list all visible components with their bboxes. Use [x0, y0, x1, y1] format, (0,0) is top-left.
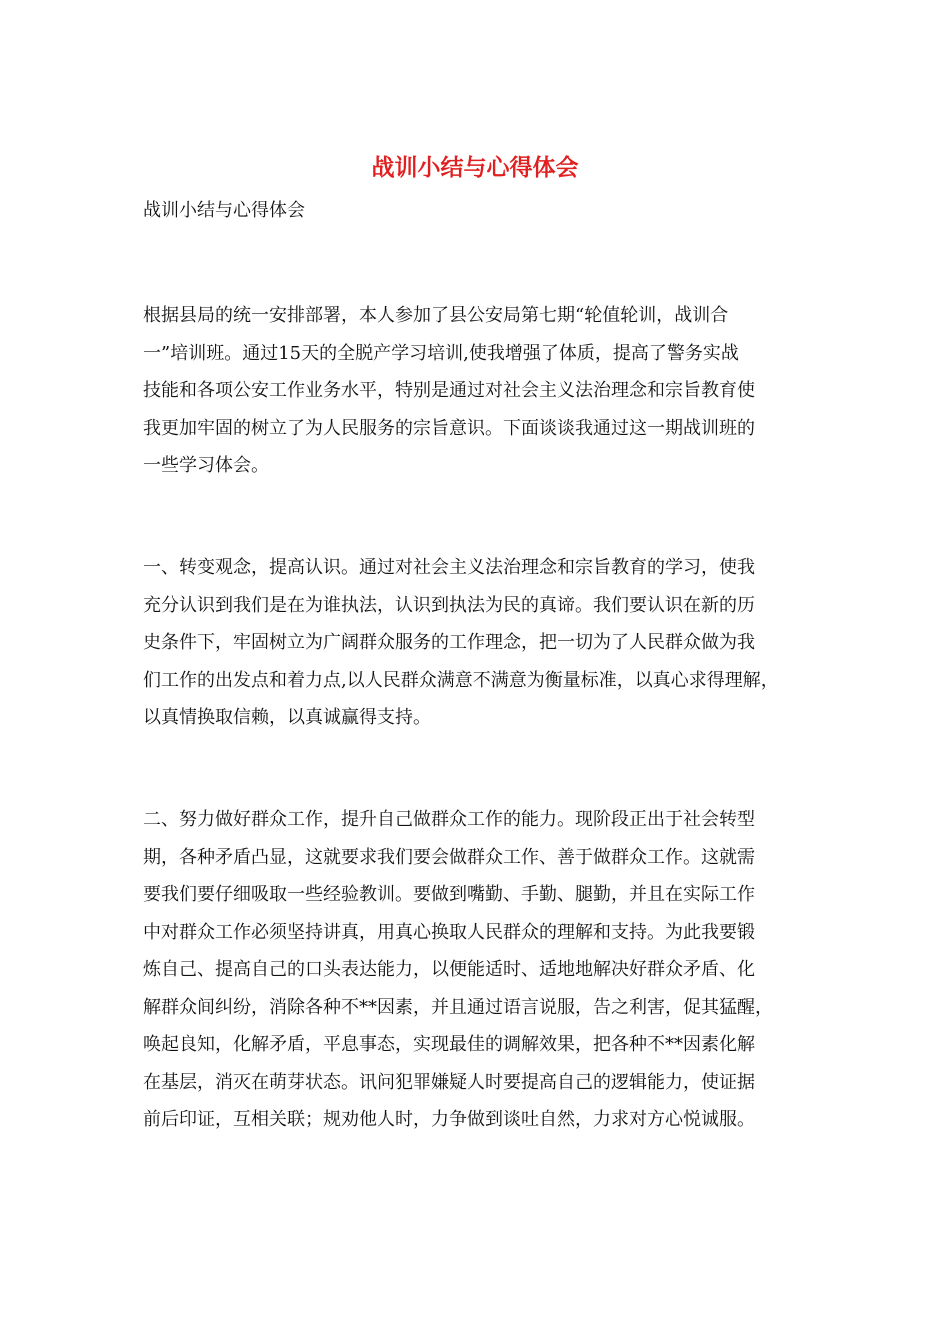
paragraph-line: 中对群众工作必须坚持讲真，用真心换取人民群众的理解和支持。为此我要锻	[143, 921, 755, 943]
paragraph-line: 前后印证，互相关联；规劝他人时，力争做到谈吐自然，力求对方心悦诚服。	[143, 1109, 755, 1130]
paragraph-line: 唤起良知，化解矛盾，平息事态，实现最佳的调解效果，把各种不**因素化解	[143, 1034, 755, 1055]
paragraph-line: 解群众间纠纷，消除各种不**因素，并且通过语言说服，告之利害，促其猛醒，	[143, 996, 773, 1018]
paragraph-line: 以真情换取信赖，以真诚赢得支持。	[143, 707, 431, 728]
paragraph-line: 一些学习体会。	[143, 455, 269, 476]
paragraph-line: 我更加牢固的树立了为人民服务的宗旨意识。下面谈谈我通过这一期战训班的	[143, 417, 755, 439]
paragraph-line: 在基层，消灭在萌芽状态。讯问犯罪嫌疑人时要提高自己的逻辑能力，使证据	[143, 1071, 755, 1093]
paragraph-line: 期，各种矛盾凸显，这就要求我们要会做群众工作、善于做群众工作。这就需	[143, 846, 755, 868]
document-title: 战训小结与心得体会	[371, 154, 579, 181]
paragraph-line: 二、努力做好群众工作，提升自己做群众工作的能力。现阶段正出于社会转型	[143, 809, 755, 830]
paragraph-line: 们工作的出发点和着力点,以人民群众满意不满意为衡量标准，以真心求得理解，	[143, 669, 779, 691]
paragraph-line: 炼自己、提高自己的口头表达能力，以便能适时、适地地解决好群众矛盾、化	[143, 959, 755, 980]
paragraph-intro	[143, 297, 823, 485]
paragraph-line: 一、转变观念，提高认识。通过对社会主义法治理念和宗旨教育的学习，使我	[143, 557, 755, 578]
paragraph-section-2	[143, 801, 823, 1139]
paragraph-line: 一”培训班。通过15天的全脱产学习培训,使我增强了体质，提高了警务实战	[143, 342, 739, 364]
document-subtitle: 战训小结与心得体会	[143, 200, 305, 221]
paragraph-section-1	[143, 549, 823, 737]
paragraph-line: 要我们要仔细吸取一些经验教训。要做到嘴勤、手勤、腿勤，并且在实际工作	[143, 884, 755, 905]
paragraph-line: 技能和各项公安工作业务水平，特别是通过对社会主义法治理念和宗旨教育使	[143, 380, 755, 401]
paragraph-line: 充分认识到我们是在为谁执法，认识到执法为民的真谛。我们要认识在新的历	[143, 594, 755, 616]
paragraph-line: 根据县局的统一安排部署，本人参加了县公安局第七期“轮值轮训，战训合	[143, 305, 729, 326]
paragraph-line: 史条件下，牢固树立为广阔群众服务的工作理念，把一切为了人民群众做为我	[143, 632, 755, 653]
